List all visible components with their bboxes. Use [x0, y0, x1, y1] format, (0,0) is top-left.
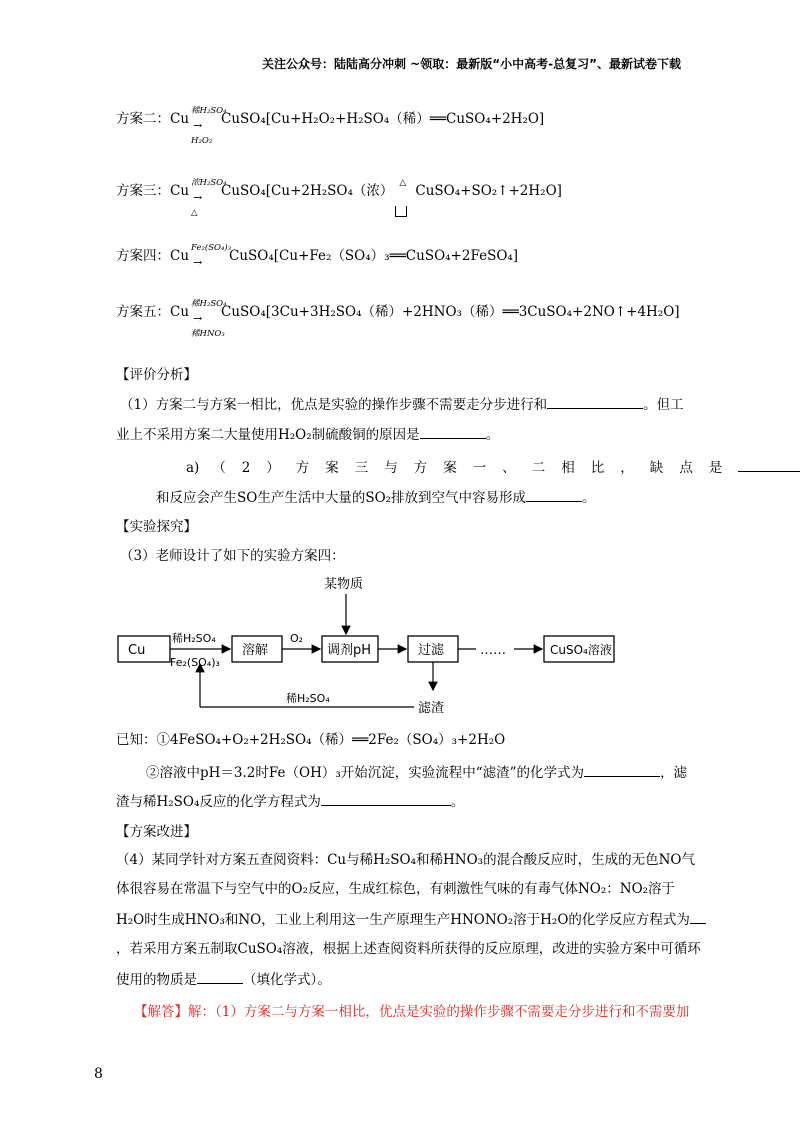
dissolve-label: 溶解: [242, 643, 269, 658]
scheme-five-condition: [189, 299, 227, 339]
scheme-two-label: 方案二：Cu: [116, 111, 190, 127]
scheme-four-label: 方案四：Cu: [116, 248, 190, 264]
question-4-line-4: ，若采用方案五制取CuSO₄溶液，根据上述查阅资料所获得的反应原理，改进的实验方案中可循环: [116, 941, 701, 957]
answer-blank[interactable]: [690, 910, 706, 924]
question-1-line-1: [120, 395, 684, 414]
answer-blank[interactable]: [738, 458, 800, 472]
known-3-text: 渣与稀H₂SO₄反应的化学方程式为: [116, 794, 321, 810]
section-heading-improvement: 【方案改进】: [116, 824, 197, 840]
scheme-four: [116, 243, 519, 269]
arrow-icon: →: [193, 191, 203, 204]
scheme-two-equation: CuSO₄[Cu+H₂O₂+H₂SO₄（稀）══CuSO₄+2H₂O]: [221, 111, 545, 127]
question-1-text-2-end: 。: [485, 427, 500, 443]
filter-label: 过滤: [418, 643, 445, 658]
known-3-text-end: 。: [450, 794, 465, 810]
question-1-text: （1）方案二与方案一相比，优点是实验的操作步骤不需要走分步进行和: [120, 397, 548, 413]
scheme-three-reagent-top: 浓H₂SO₄: [191, 178, 227, 188]
list-marker: a): [186, 460, 200, 476]
cu-label: Cu: [128, 643, 146, 658]
question-4-text-5: 使用的物质是: [116, 972, 197, 988]
answer-blank[interactable]: [197, 970, 243, 984]
question-4-line-1: （4）某同学针对方案五查阅资料：Cu与稀H₂SO₄和稀HNO₃的混合酸反应时，生成的无色NO气: [116, 852, 695, 868]
residue-label: 滤渣: [418, 701, 445, 716]
scheme-three-equation-b: CuSO₄+SO₂↑+2H₂O]: [415, 183, 562, 199]
answer-blank[interactable]: [420, 425, 486, 439]
known-2: [146, 763, 687, 782]
placeholder-box-icon: [395, 206, 407, 217]
question-4-line-5: [116, 970, 331, 989]
question-1-text-2: 业上不采用方案二大量使用H₂O₂制硫酸铜的原因是: [116, 427, 420, 443]
scheme-five-reagent-top: 稀H₂SO₄: [191, 299, 227, 309]
answer-blank[interactable]: [547, 395, 643, 409]
arrow-icon: →: [193, 312, 203, 325]
scheme-three-equation-a: CuSO₄[Cu+2H₂SO₄（浓）: [221, 183, 394, 199]
section-heading-evaluation: 【评价分析】: [116, 367, 197, 383]
return-acid-label: 稀H₂SO₄: [286, 692, 330, 705]
scheme-three-label: 方案三：Cu: [116, 183, 190, 199]
question-2-text-2: 和反应会产生SO生产生活中大量的SO₂排放到空气中容易形成: [156, 490, 527, 506]
scheme-four-equation: CuSO₄[Cu+Fe₂（SO₄）₃══CuSO₄+2FeSO₄]: [229, 248, 519, 264]
question-2-line-1: [186, 458, 800, 477]
question-1-line-2: [116, 425, 499, 444]
question-2-line-2: [156, 488, 596, 507]
question-4-line-3: [116, 910, 706, 929]
scheme-three-heat: △: [191, 208, 198, 218]
heat-symbol: △: [399, 178, 407, 188]
known-2-text: ②溶液中pH＝3.2时Fe（OH）₃开始沉淀，实验流程中“滤渣”的化学式为: [146, 765, 585, 781]
answer-blank[interactable]: [526, 488, 582, 502]
scheme-three-condition: [189, 178, 227, 218]
acid-bottom-label: Fe₂(SO₄)₃: [170, 656, 220, 669]
scheme-two-reagent-bottom: H₂O₂: [191, 136, 213, 146]
answer-blank[interactable]: [321, 792, 451, 806]
answer-line: 【解答】解：（1）方案二与方案一相比，优点是实验的操作步骤不需要走分步进行和不需要加: [134, 1004, 690, 1020]
process-flow-diagram: [100, 572, 660, 722]
section-heading-exploration: 【实验探究】: [116, 519, 197, 535]
scheme-four-reagent-top: Fe₂(SO₄)₃: [191, 243, 232, 253]
scheme-four-condition: [189, 243, 232, 269]
answer-blank[interactable]: [584, 763, 660, 777]
ellipsis-label: ……: [480, 643, 506, 658]
question-2-text: （2）方案三与方案一、二相比，缺点是: [212, 460, 739, 476]
scheme-five-label: 方案五：Cu: [116, 304, 190, 320]
arrow-icon: →: [193, 119, 203, 132]
scheme-two: [116, 106, 545, 146]
arrow-icon: →: [193, 256, 203, 269]
acid-top-label: 稀H₂SO₄: [172, 632, 216, 645]
scheme-two-condition: [189, 106, 227, 146]
known-3: [116, 792, 464, 811]
question-4-line-2: 体很容易在常温下与空气中的O₂反应，生成红棕色，有刺激性气味的有毒气体NO₂：NO₂溶于: [116, 881, 676, 897]
adjust-ph-label: 调剂pH: [327, 643, 372, 658]
scheme-five-equation: CuSO₄[3Cu+3H₂SO₄（稀）+2HNO₃（稀）══3CuSO₄+2NO↑+4H₂O]: [221, 304, 680, 320]
oxygen-label: O₂: [290, 632, 304, 645]
scheme-three-reaction-condition: [393, 178, 415, 200]
scheme-five-reagent-bottom: 稀HNO₃: [191, 329, 225, 339]
question-2-text-2-end: 。: [582, 490, 596, 506]
question-3: （3）老师设计了如下的实验方案四：: [120, 548, 345, 564]
known-1: 已知：①4FeSO₄+O₂+2H₂SO₄（稀）══2Fe₂（SO₄）₃+2H₂O: [116, 732, 506, 748]
product-label: CuSO₄溶液: [550, 643, 612, 657]
question-4-text-3: H₂O时生成HNO₃和NO，工业上利用这一生产原理生产HNONO₂溶于H₂O的化学反应方程式为: [116, 912, 690, 928]
reagent-label: 某物质: [324, 577, 364, 592]
page-header: 关注公众号：陆陆高分冲刺 ~领取：最新版“小中高考-总复习”、最新试卷下载: [262, 57, 681, 71]
scheme-five: [116, 299, 680, 339]
scheme-two-reagent-top: 稀H₂SO₄: [191, 106, 227, 116]
known-2-text-end: ，滤: [660, 765, 688, 781]
scheme-three: [116, 178, 562, 218]
question-1-text-end: 。但工: [643, 397, 684, 413]
question-4-text-5-end: （填化学式）。: [243, 972, 331, 988]
page-number: 8: [94, 1066, 103, 1082]
